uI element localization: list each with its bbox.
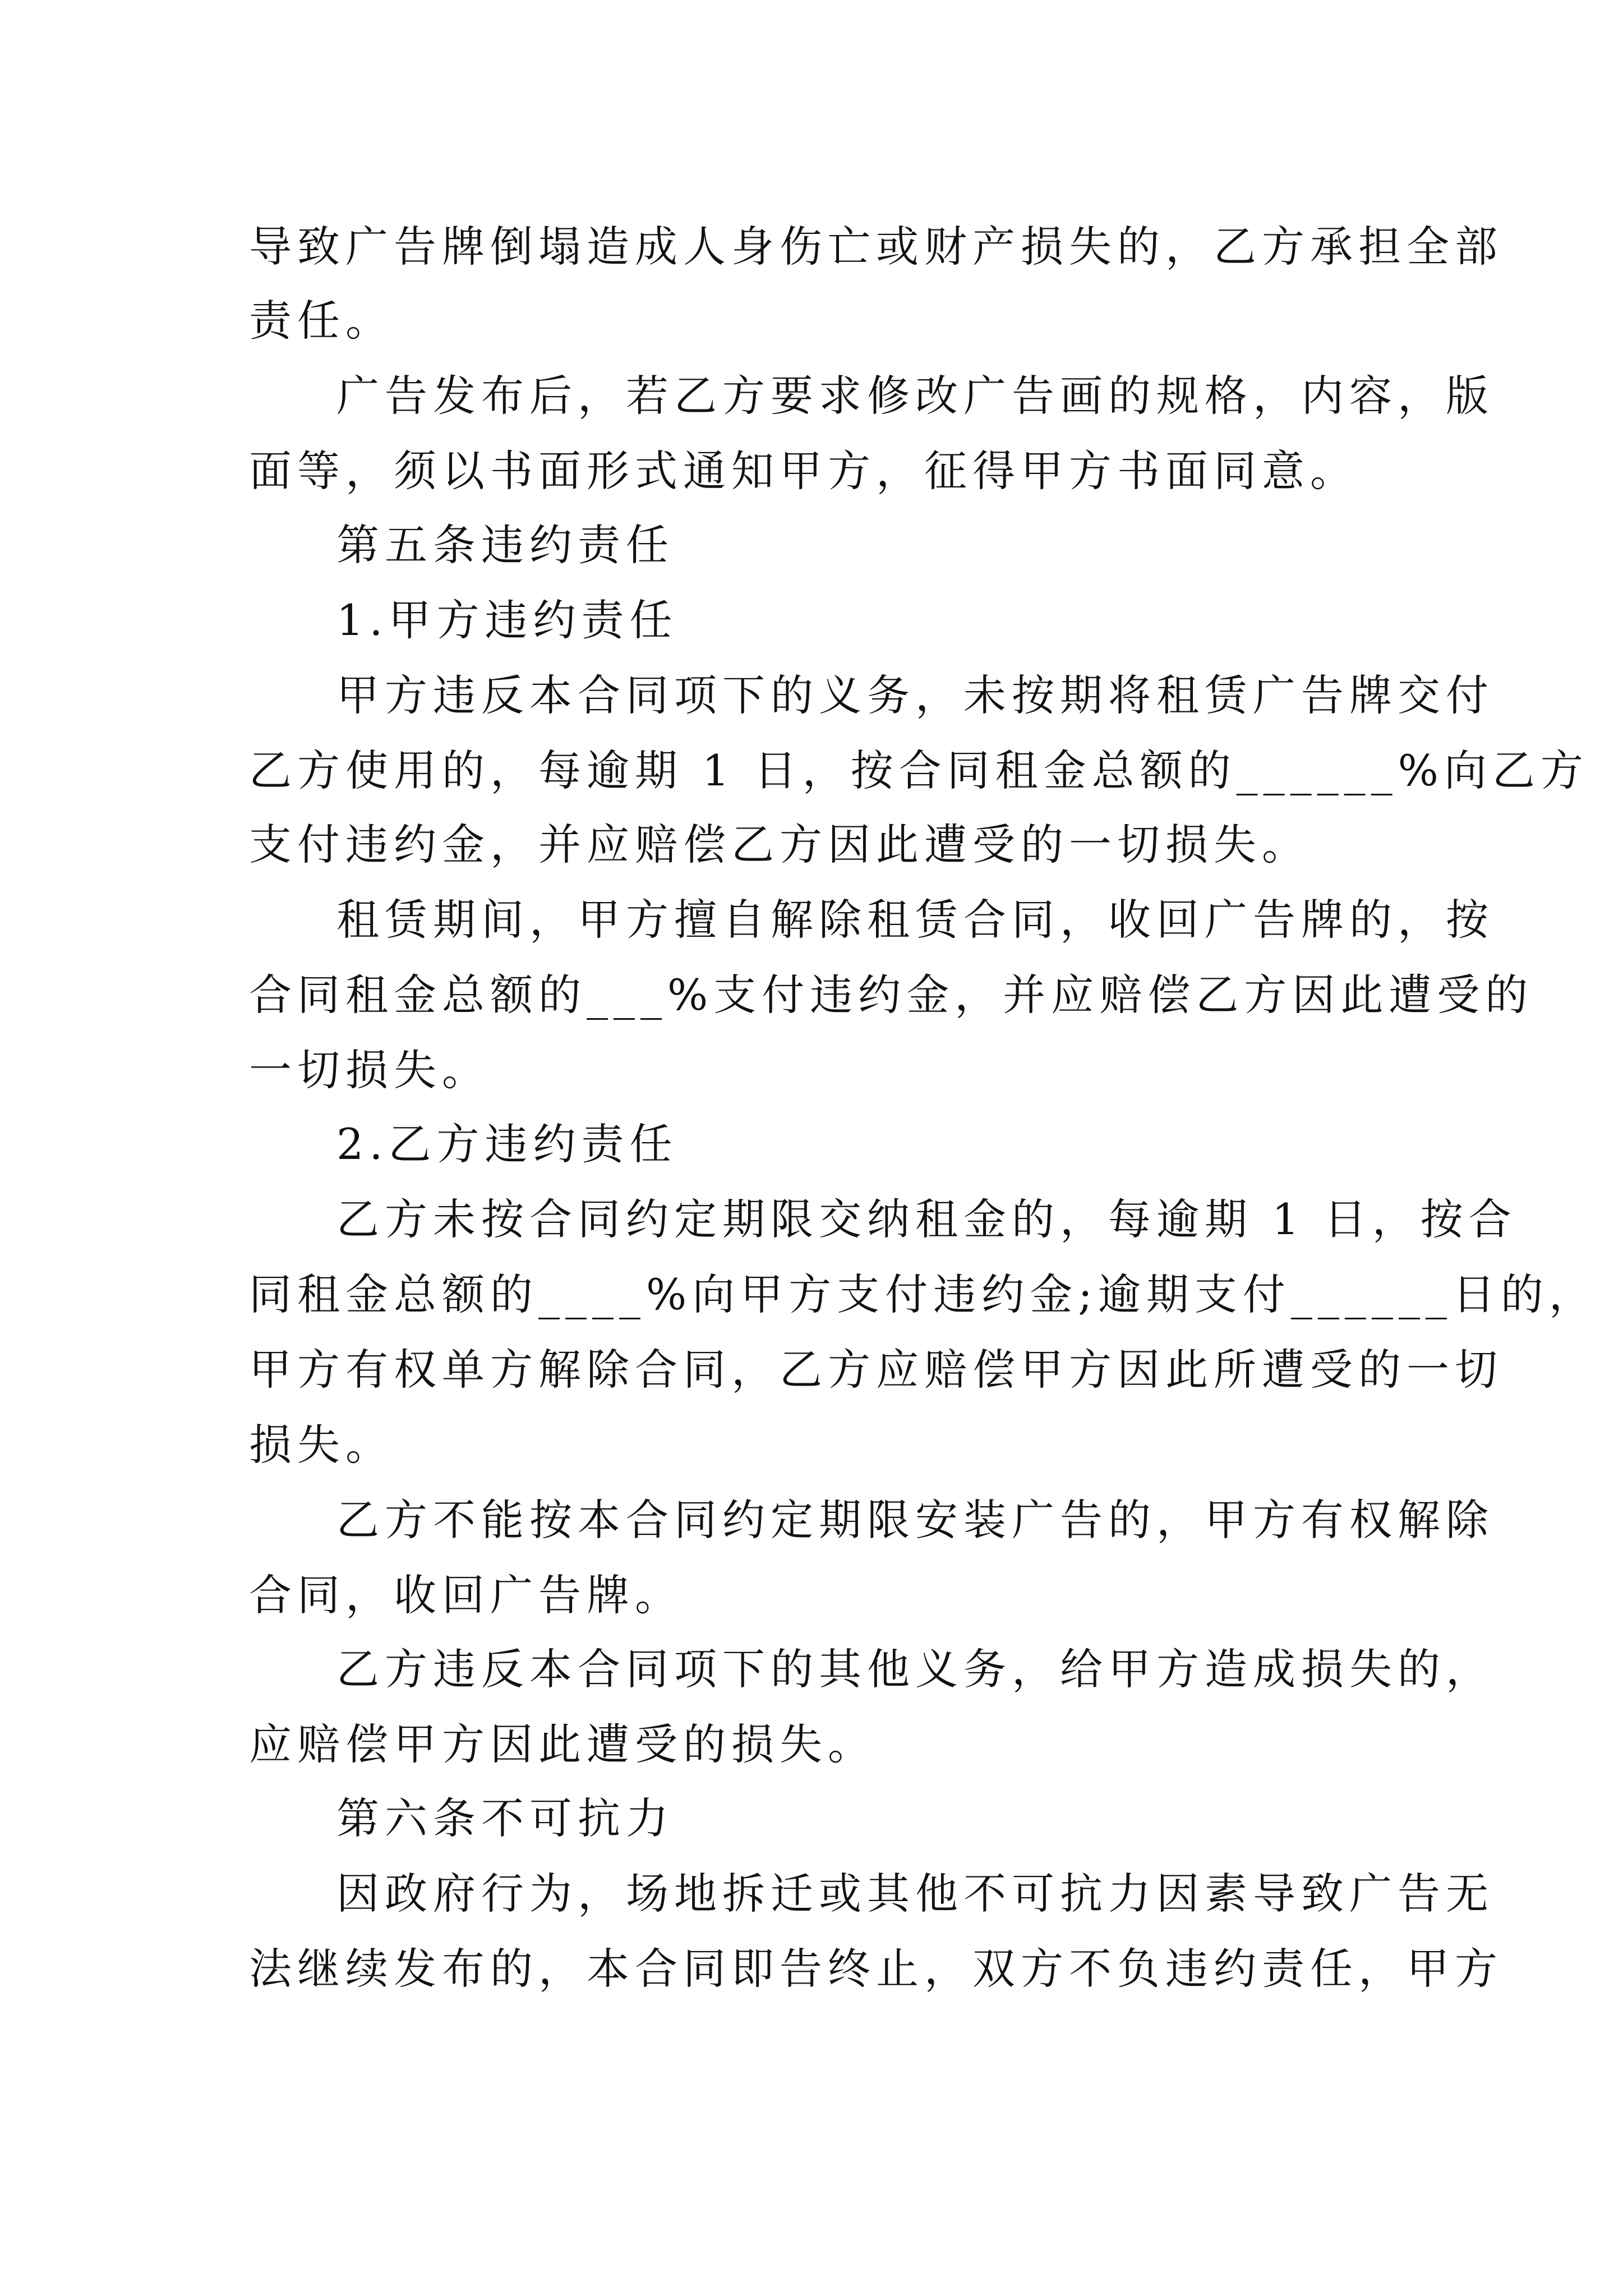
text-line: 同租金总额的____%向甲方支付违约金;逾期支付______日的，: [249, 1269, 1597, 1319]
text-line: 合同，收回广告牌。: [249, 1570, 683, 1620]
text-line: 一切损失。: [249, 1045, 490, 1095]
text-line: 面等，须以书面形式通知甲方，征得甲方书面同意。: [249, 446, 1358, 496]
text-line: 责任。: [249, 296, 394, 346]
subsection-heading: 1.甲方违约责任: [336, 595, 678, 645]
text-line: 因政府行为，场地拆迁或其他不可抗力因素导致广告无: [336, 1869, 1494, 1918]
text-line: 应赔偿甲方因此遭受的损失。: [249, 1719, 876, 1769]
section-heading: 第五条违约责任: [336, 520, 674, 570]
text-line: 甲方违反本合同项下的义务，未按期将租赁广告牌交付: [336, 670, 1494, 720]
text-line: 乙方使用的，每逾期 1 日，按合同租金总额的______%向乙方: [249, 746, 1589, 795]
text-line: 乙方未按合同约定期限交纳租金的，每逾期 1 日，按合: [336, 1194, 1517, 1244]
text-line: 乙方违反本合同项下的其他义务，给甲方造成损失的，: [336, 1644, 1494, 1694]
text-line: 法继续发布的，本合同即告终止，双方不负违约责任，甲方: [249, 1944, 1503, 1994]
section-heading: 第六条不可抗力: [336, 1793, 674, 1843]
text-line: 损失。: [249, 1420, 394, 1470]
text-line: 合同租金总额的___%支付违约金，并应赔偿乙方因此遭受的: [249, 970, 1534, 1020]
text-line: 甲方有权单方解除合同，乙方应赔偿甲方因此所遭受的一切: [249, 1345, 1503, 1395]
text-line: 导致广告牌倒塌造成人身伤亡或财产损失的，乙方承担全部: [249, 222, 1503, 272]
text-line: 租赁期间，甲方擅自解除租赁合同，收回广告牌的，按: [336, 895, 1494, 945]
text-line: 乙方不能按本合同约定期限安装广告的，甲方有权解除: [336, 1495, 1494, 1545]
subsection-heading: 2.乙方违约责任: [336, 1119, 678, 1169]
text-line: 支付违约金，并应赔偿乙方因此遭受的一切损失。: [249, 820, 1310, 869]
text-line: 广告发布后，若乙方要求修改广告画的规格，内容，版: [336, 371, 1494, 421]
